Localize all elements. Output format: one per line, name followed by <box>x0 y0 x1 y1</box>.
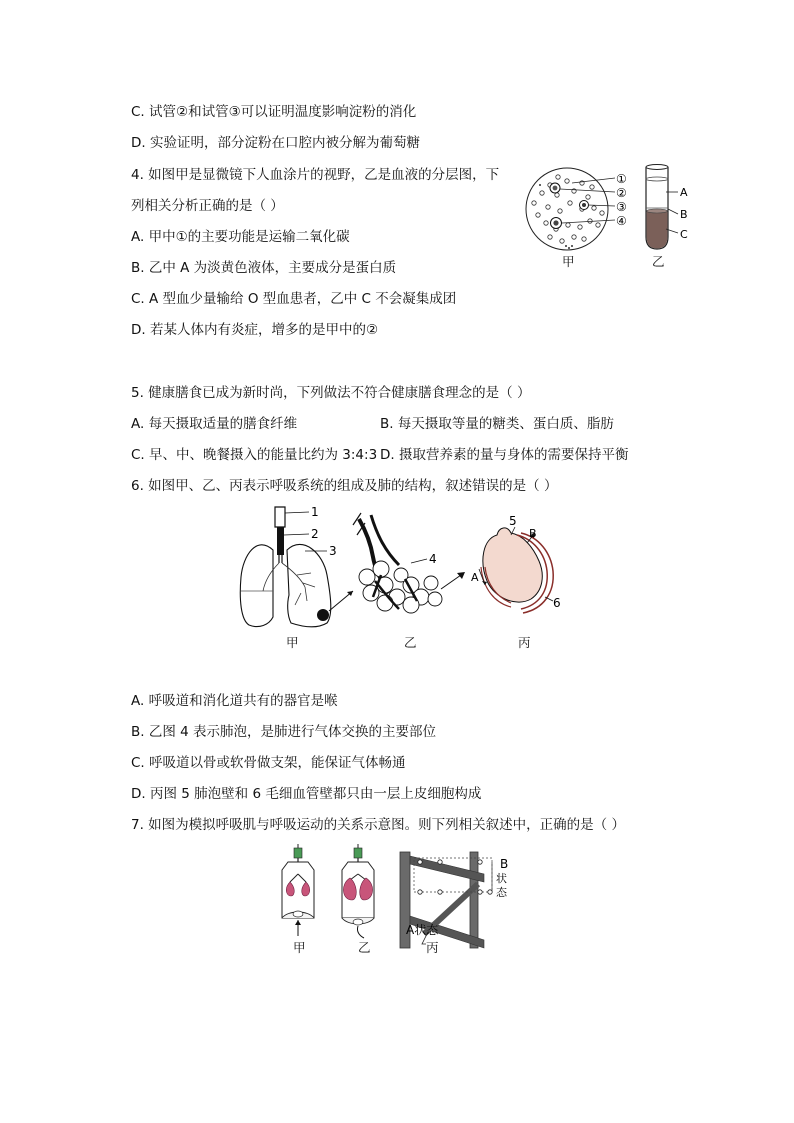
q3-option-c: C. 试管②和试管③可以证明温度影响淀粉的消化 <box>131 104 417 120</box>
resp-label-2: 2 <box>311 527 319 541</box>
q4-caption-yi: 乙 <box>652 254 665 269</box>
q7-stem: 7. 如图为模拟呼吸肌与呼吸运动的关系示意图。则下列相关叙述中，正确的是（ ） <box>131 817 625 833</box>
q4-stem-line1: 4. 如图甲是显微镜下人血涂片的视野，乙是血液的分层图，下 <box>131 167 500 183</box>
q6-option-a: A. 呼吸道和消化道共有的器官是喉 <box>131 693 338 709</box>
q6-stem: 6. 如图甲、乙、丙表示呼吸系统的组成及肺的结构，叙述错误的是（ ） <box>131 478 558 494</box>
rib-label-b-letter: B <box>500 857 509 871</box>
respiratory-system-figure <box>235 505 565 633</box>
q6-caption-yi: 乙 <box>404 635 417 650</box>
tube-label-b: B <box>680 208 688 221</box>
q6-option-c: C. 呼吸道以骨或软骨做支架，能保证气体畅通 <box>131 755 406 771</box>
q5-option-c: C. 早、中、晚餐摄入的能量比约为 3:4:3 <box>131 447 378 463</box>
q4-option-d: D. 若某人体内有炎症，增多的是甲中的② <box>131 322 379 338</box>
q4-stem-line2: 列相关分析正确的是（ ） <box>131 198 284 214</box>
q6-caption-jia: 甲 <box>286 635 299 650</box>
rib-label-a-state: A状态 <box>406 923 439 937</box>
blood-label-1: ① <box>616 172 627 186</box>
blood-label-2: ② <box>616 186 627 200</box>
alveoli-diagram <box>353 513 465 613</box>
q4-caption-jia: 甲 <box>562 254 575 269</box>
resp-label-b: B <box>529 527 537 540</box>
resp-label-4: 4 <box>429 552 437 566</box>
blood-test-tube-figure <box>640 163 700 253</box>
rib-label-b-word-2: 态 <box>496 886 507 899</box>
resp-label-a: A <box>471 571 479 584</box>
tube-label-a: A <box>680 186 688 199</box>
q3-option-d: D. 实验证明，部分淀粉在口腔内被分解为葡萄糖 <box>131 135 420 151</box>
resp-label-6: 6 <box>553 596 561 610</box>
resp-label-5: 5 <box>509 514 517 528</box>
blood-label-3: ③ <box>616 200 627 214</box>
blood-label-4: ④ <box>616 214 627 228</box>
q5-option-d: D. 摄取营养素的量与身体的需要保持平衡 <box>380 447 629 463</box>
lungs-diagram <box>240 507 353 627</box>
rib-label-b-word-1: 状 <box>496 872 507 885</box>
q5-option-a: A. 每天摄取适量的膳食纤维 <box>131 416 298 432</box>
breathing-model-figure <box>274 844 514 956</box>
tube-label-c: C <box>680 228 688 241</box>
resp-label-3: 3 <box>329 544 337 558</box>
q4-option-a: A. 甲中①的主要功能是运输二氧化碳 <box>131 229 350 245</box>
q4-option-b: B. 乙中 A 为淡黄色液体，主要成分是蛋白质 <box>131 260 397 276</box>
q6-option-b: B. 乙图 4 表示肺泡，是肺进行气体交换的主要部位 <box>131 724 437 740</box>
resp-label-1: 1 <box>311 505 319 519</box>
bell-jar-yi <box>342 844 374 938</box>
bell-jar-jia <box>282 844 314 936</box>
q6-caption-bing: 丙 <box>518 635 531 650</box>
q5-option-b: B. 每天摄取等量的糖类、蛋白质、脂肪 <box>380 416 614 432</box>
alveolus-diagram <box>479 527 553 613</box>
q5-stem: 5. 健康膳食已成为新时尚，下列做法不符合健康膳食理念的是（ ） <box>131 385 531 401</box>
q7-caption-yi: 乙 <box>358 940 371 955</box>
q4-option-c: C. A 型血少量输给 O 型血患者，乙中 C 不会凝集成团 <box>131 291 457 307</box>
q6-option-d: D. 丙图 5 肺泡壁和 6 毛细血管壁都只由一层上皮细胞构成 <box>131 786 482 802</box>
q7-caption-jia: 甲 <box>293 940 306 955</box>
blood-smear-figure <box>522 163 634 263</box>
q7-caption-bing: 丙 <box>426 940 439 955</box>
